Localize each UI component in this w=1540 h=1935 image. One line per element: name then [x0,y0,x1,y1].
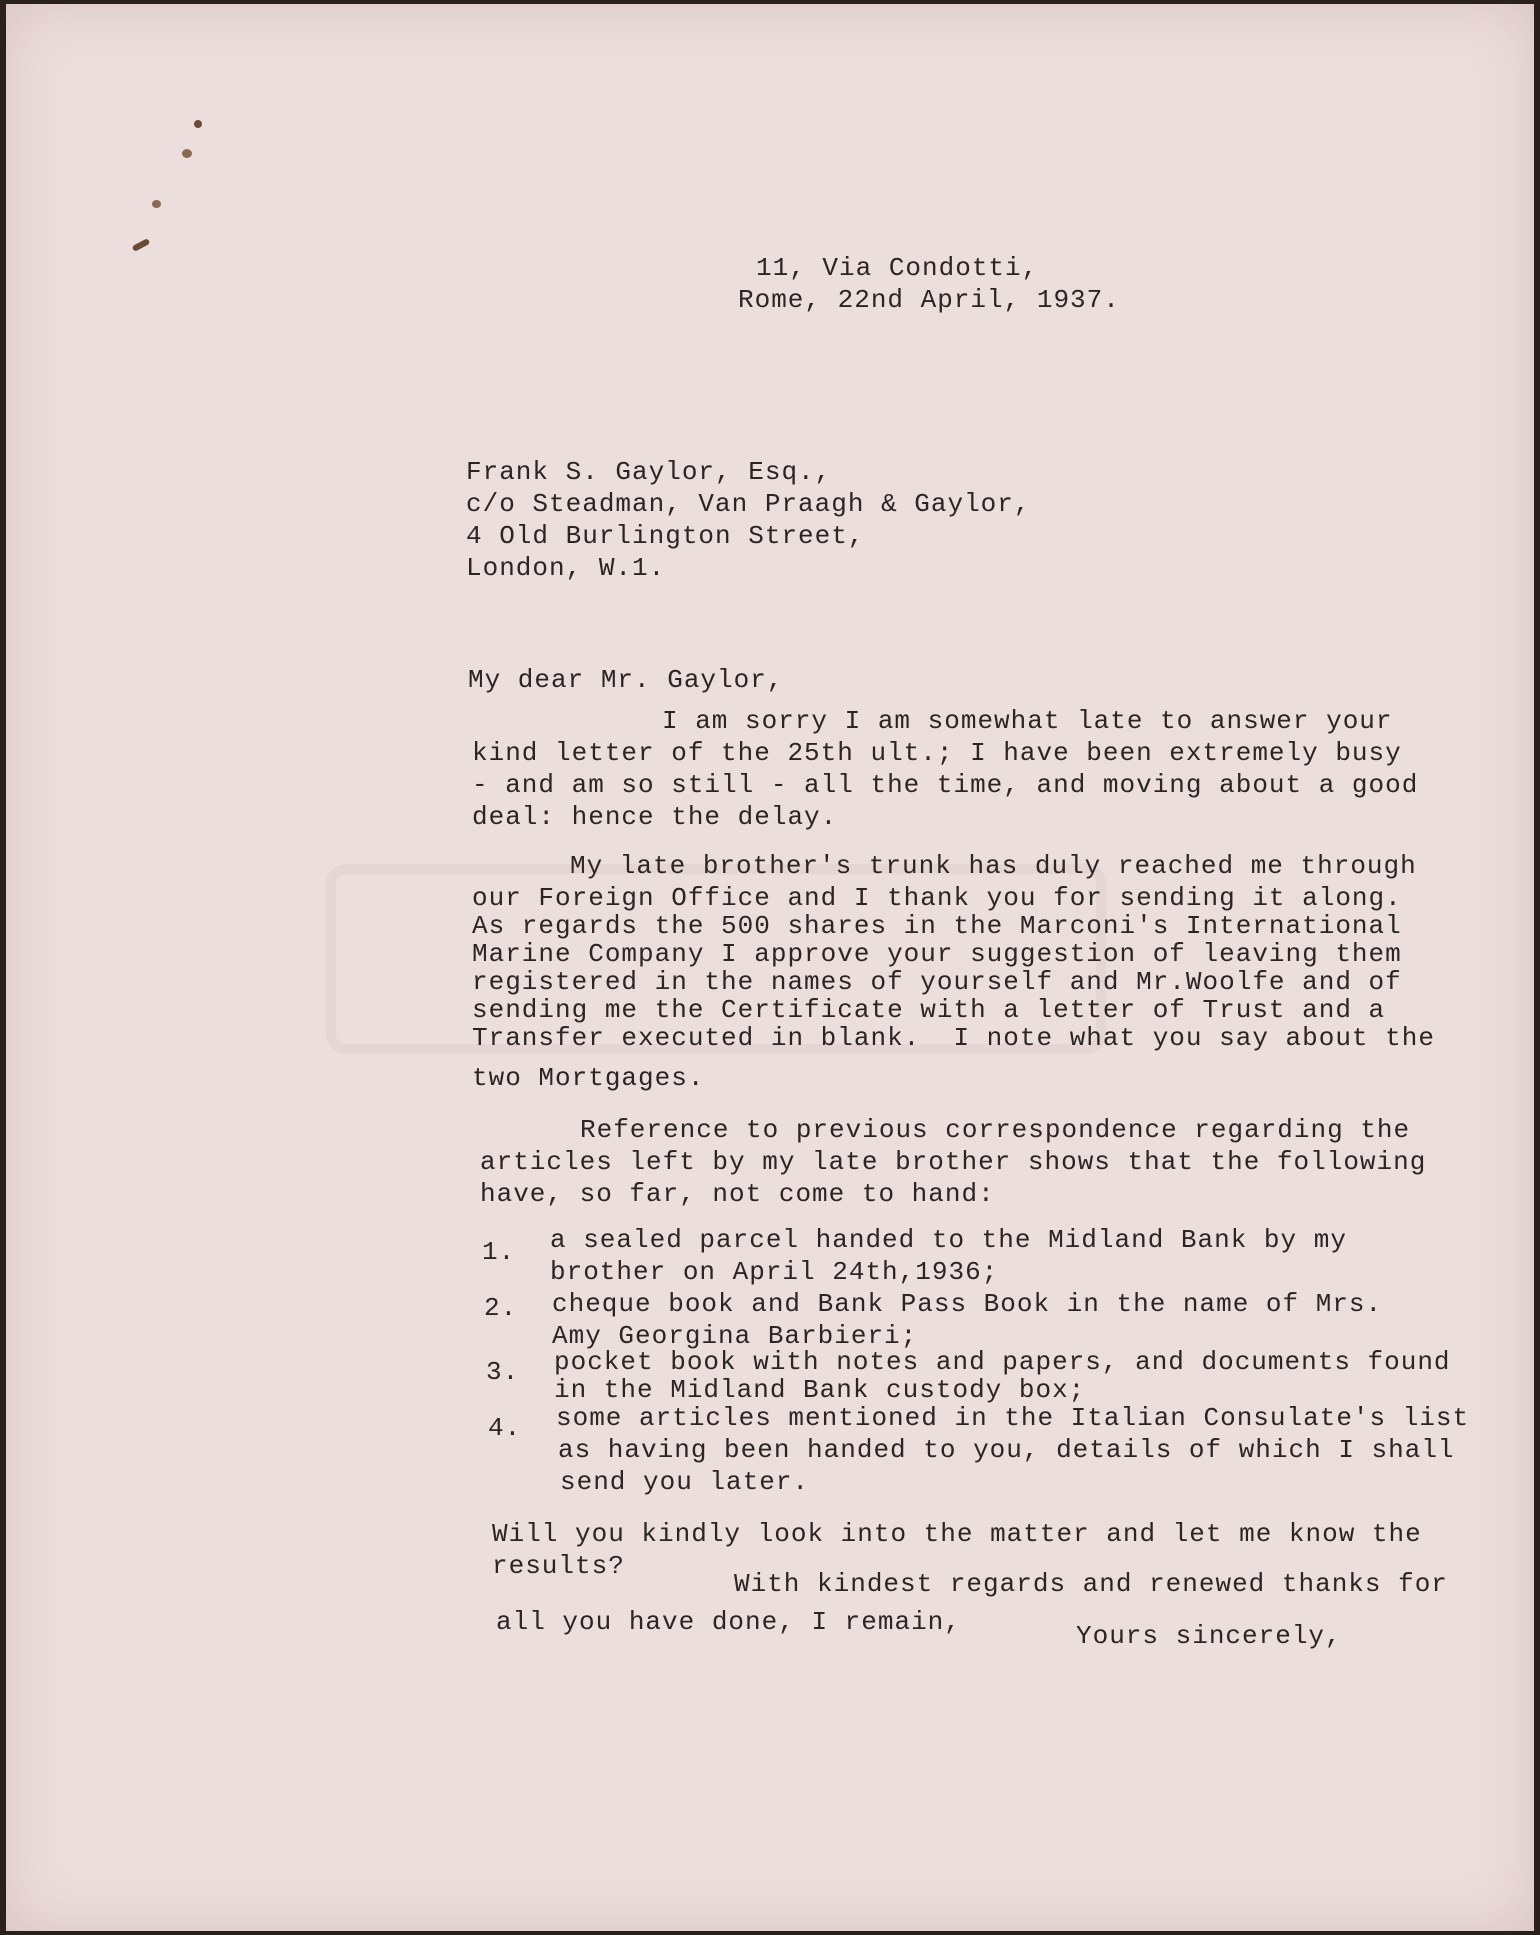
paragraph-line: - and am so still - all the time, and moving about a good [472,770,1419,800]
list-item-line: in the Midland Bank custody box; [554,1375,1086,1405]
closing-regards: With kindest regards and renewed thanks for [734,1569,1448,1599]
letter-page [6,4,1534,1931]
rust-mark [182,149,192,158]
list-number: 3. [486,1357,520,1387]
list-item-line: cheque book and Bank Pass Book in the name of Mrs. [552,1289,1383,1319]
sender-street: 11, Via Condotti, [756,253,1039,283]
rust-mark [132,238,151,252]
salutation: My dear Mr. Gaylor, [468,665,784,695]
paragraph-line: our Foreign Office and I thank you for sending it along. [472,883,1402,913]
paragraph-line: Transfer executed in blank. I note what you say about the [472,1023,1435,1053]
paragraph-line: articles left by my late brother shows that the following [480,1147,1427,1177]
list-number: 1. [482,1237,516,1267]
paragraph-line: As regards the 500 shares in the Marconi's International [472,911,1402,941]
recipient-street: 4 Old Burlington Street, [466,521,865,551]
closing-regards: all you have done, I remain, [496,1607,961,1637]
recipient-firm: c/o Steadman, Van Praagh & Gaylor, [466,489,1031,519]
sender-city-date: Rome, 22nd April, 1937. [738,285,1120,315]
paragraph-line: two Mortgages. [472,1063,705,1093]
list-item-line: send you later. [560,1467,810,1497]
paragraph-line: have, so far, not come to hand: [480,1179,995,1209]
paragraph-line: I am sorry I am somewhat late to answer your [662,706,1393,736]
list-number: 2. [484,1293,518,1323]
rust-mark [194,120,202,128]
list-item-line: some articles mentioned in the Italian Consulate's list [556,1403,1470,1433]
paragraph-line: Marine Company I approve your suggestion of leaving them [472,939,1402,969]
list-item-line: brother on April 24th,1936; [550,1257,999,1287]
rust-mark [152,200,161,208]
paragraph-line: registered in the names of yourself and Mr.Woolfe and of [472,967,1402,997]
list-item-line: Amy Georgina Barbieri; [552,1321,918,1351]
paragraph-line: My late brother's trunk has duly reached me through [570,851,1417,881]
closing-request: Will you kindly look into the matter and let me know the [492,1519,1422,1549]
sign-off: Yours sincerely, [1076,1621,1342,1651]
paragraph-line: Reference to previous correspondence regarding the [580,1115,1411,1145]
closing-request: results? [492,1551,625,1581]
list-item-line: pocket book with notes and papers, and documents found [554,1347,1451,1377]
list-item-line: a sealed parcel handed to the Midland Bank by my [550,1225,1347,1255]
paragraph-line: sending me the Certificate with a letter of Trust and a [472,995,1386,1025]
paragraph-line: deal: hence the delay. [472,802,838,832]
list-item-line: as having been handed to you, details of which I shall [558,1435,1455,1465]
recipient-city: London, W.1. [466,553,666,583]
list-number: 4. [488,1413,522,1443]
recipient-name: Frank S. Gaylor, Esq., [466,457,832,487]
paragraph-line: kind letter of the 25th ult.; I have been extremely busy [472,738,1402,768]
